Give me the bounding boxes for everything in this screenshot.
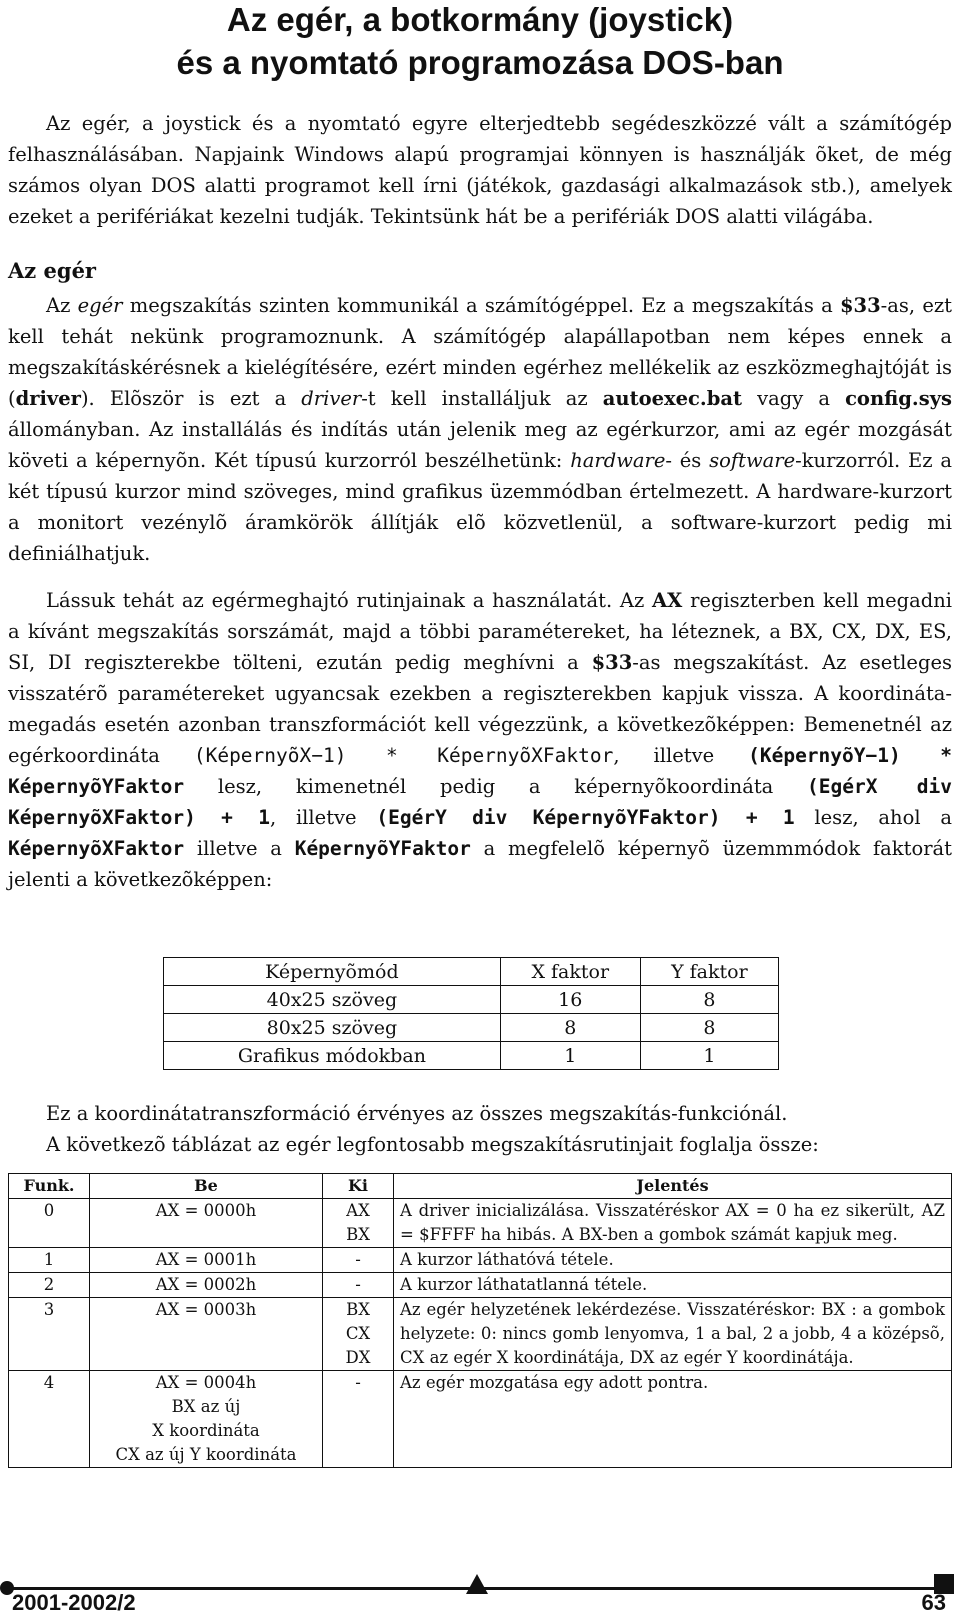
table-header-cell: Ki bbox=[323, 1174, 394, 1199]
page-title-line-1: Az egér, a botkormány (joystick) bbox=[226, 1, 734, 38]
table-header-row bbox=[9, 1174, 952, 1199]
table-row bbox=[9, 1199, 952, 1248]
table-cell: 4 bbox=[9, 1371, 90, 1468]
table-cell: AX = 0001h bbox=[90, 1248, 323, 1273]
table-row bbox=[9, 1298, 952, 1371]
paragraph-mouse-usage: Lássuk tehát az egérmeghajtó rutinjainak a használatát. Az AX regiszterben kell megadni a kívánt megszakítás sorszámát, majd a többi paramétereket, ha léteznek, a BX, CX, DX, ES, SI, DI regiszterekbe tölteni, ezután pedig meghívni a $33-as megszakítást. Az esetleges visszatérõ paramétereket ugyancsak ezekben a regiszterekben kapjuk vissza. A koordináta-megadás esetén azonban transzformációt kell végezzünk, a következõképpen: Bemenetnél az egérkoordináta (KépernyõX−1) * KépernyõXFaktor, illetve (KépernyõY−1) * KépernyõYFaktor lesz, kimenetnél pedig a képernyõkoordináta (EgérX div KépernyõXFaktor) + 1, illetve (EgérY div KépernyõYFaktor) + 1 lesz, ahol a KépernyõXFaktor illetve a KépernyõYFaktor a megfelelõ képernyõ üzemmmódok faktorát jelenti a következõképpen: bbox=[8, 589, 953, 891]
table-cell: 80x25 szöveg bbox=[164, 1014, 501, 1042]
table-cell: Az egér helyzetének lekérdezése. Visszatéréskor: BX : a gombok helyzete: 0: nincs gomb lenyomva, 1 a bal, 2 a jobb, 4 a középsõ, CX az egér X koordinátája, DX az egér Y koordinátája. bbox=[394, 1298, 952, 1371]
factor-table bbox=[163, 957, 779, 1070]
table-header-cell: X faktor bbox=[500, 958, 640, 986]
table-cell: - bbox=[323, 1371, 394, 1468]
table-cell: AX = 0000h bbox=[90, 1199, 323, 1248]
table-cell: 8 bbox=[640, 986, 778, 1014]
table-header-cell: Jelentés bbox=[394, 1174, 952, 1199]
table-header-row bbox=[164, 958, 779, 986]
table-row bbox=[9, 1273, 952, 1298]
table-row bbox=[164, 1014, 779, 1042]
section-heading: Az egér bbox=[8, 258, 96, 283]
table-row bbox=[9, 1371, 952, 1468]
table-header-cell: Képernyõmód bbox=[164, 958, 501, 986]
table-cell: - bbox=[323, 1248, 394, 1273]
page-title-line-2: és a nyomtató programozása DOS-ban bbox=[176, 44, 784, 81]
paragraph-transform-note: Ez a koordinátatranszformáció érvényes az összes megszakítás-funkciónál. bbox=[46, 1102, 788, 1125]
table-cell: Az egér mozgatása egy adott pontra. bbox=[394, 1371, 952, 1468]
table-cell: AX = 0002h bbox=[90, 1273, 323, 1298]
triangle-marker-icon bbox=[466, 1574, 488, 1594]
paragraph-table-intro: A következõ táblázat az egér legfontosabb megszakításrutinjait foglalja össze: bbox=[46, 1133, 819, 1156]
table-row bbox=[9, 1248, 952, 1273]
table-cell: - bbox=[323, 1273, 394, 1298]
table-row bbox=[164, 986, 779, 1014]
paragraph-mouse-intro: Az egér megszakítás szinten kommunikál a számítógéppel. Ez a megszakítás a $33-as, ezt kell tehát nekünk programoznunk. A számítógép alapállapotban nem képes ennek a megszakításkérésnek a kielégítésére, ezért minden egérhez mellékelik az eszközmeghajtóját is (driver). Elõször is ezt a driver-t kell installáljuk az autoexec.bat vagy a config.sys állományban. Az installálás és indítás után jelenik meg az egérkurzor, ami az egér mozgását követi a képernyõn. Két típusú kurzorról beszélhetünk: hardware- és software-kurzorról. Ez a két típusú kurzor mind szöveges, mind grafikus üzemmódban értelmezett. A hardware-kurzort a monitort vezénylõ áramkörök állítják elõ közvetlenül, a software-kurzort pedig mi definiálhatjuk. bbox=[8, 294, 953, 565]
table-cell: A kurzor láthatatlanná tétele. bbox=[394, 1273, 952, 1298]
table-cell: A kurzor láthatóvá tétele. bbox=[394, 1248, 952, 1273]
table-cell: AX BX bbox=[323, 1199, 394, 1248]
table-row bbox=[164, 1042, 779, 1070]
page-number: 63 bbox=[921, 1590, 946, 1615]
table-cell: 8 bbox=[640, 1014, 778, 1042]
table-cell: Grafikus módokban bbox=[164, 1042, 501, 1070]
table-cell: 40x25 szöveg bbox=[164, 986, 501, 1014]
table-cell: 0 bbox=[9, 1199, 90, 1248]
table-cell: 1 bbox=[500, 1042, 640, 1070]
table-cell: 16 bbox=[500, 986, 640, 1014]
table-header-cell: Be bbox=[90, 1174, 323, 1199]
function-table bbox=[8, 1173, 952, 1468]
table-cell: 2 bbox=[9, 1273, 90, 1298]
table-cell: BX CX DX bbox=[323, 1298, 394, 1371]
intro-paragraph: Az egér, a joystick és a nyomtató egyre elterjedtebb segédeszközzé vált a számítógép felhasználásában. Napjaink Windows alapú programjai könnyen is használják õket, de még számos olyan DOS alatti programot kell írni (játékok, gazdasági alkalmazások stb.), amelyek ezeket a perifériákat kezelni tudják. Tekintsünk hát be a perifériák DOS alatti világába. bbox=[8, 112, 952, 228]
table-cell: 8 bbox=[500, 1014, 640, 1042]
table-cell: AX = 0003h bbox=[90, 1298, 323, 1371]
table-cell: 3 bbox=[9, 1298, 90, 1371]
table-cell: AX = 0004h BX az új X koordináta CX az új Y koordináta bbox=[90, 1371, 323, 1468]
table-cell: 1 bbox=[9, 1248, 90, 1273]
table-header-cell: Y faktor bbox=[640, 958, 778, 986]
table-cell: 1 bbox=[640, 1042, 778, 1070]
table-header-cell: Funk. bbox=[9, 1174, 90, 1199]
table-cell: A driver inicializálása. Visszatéréskor AX = 0 ha ez sikerült, AZ = $FFFF ha hibás. A BX-ben a gombok számát kapjuk meg. bbox=[394, 1199, 952, 1248]
footer-issue: 2001-2002/2 bbox=[12, 1590, 136, 1615]
